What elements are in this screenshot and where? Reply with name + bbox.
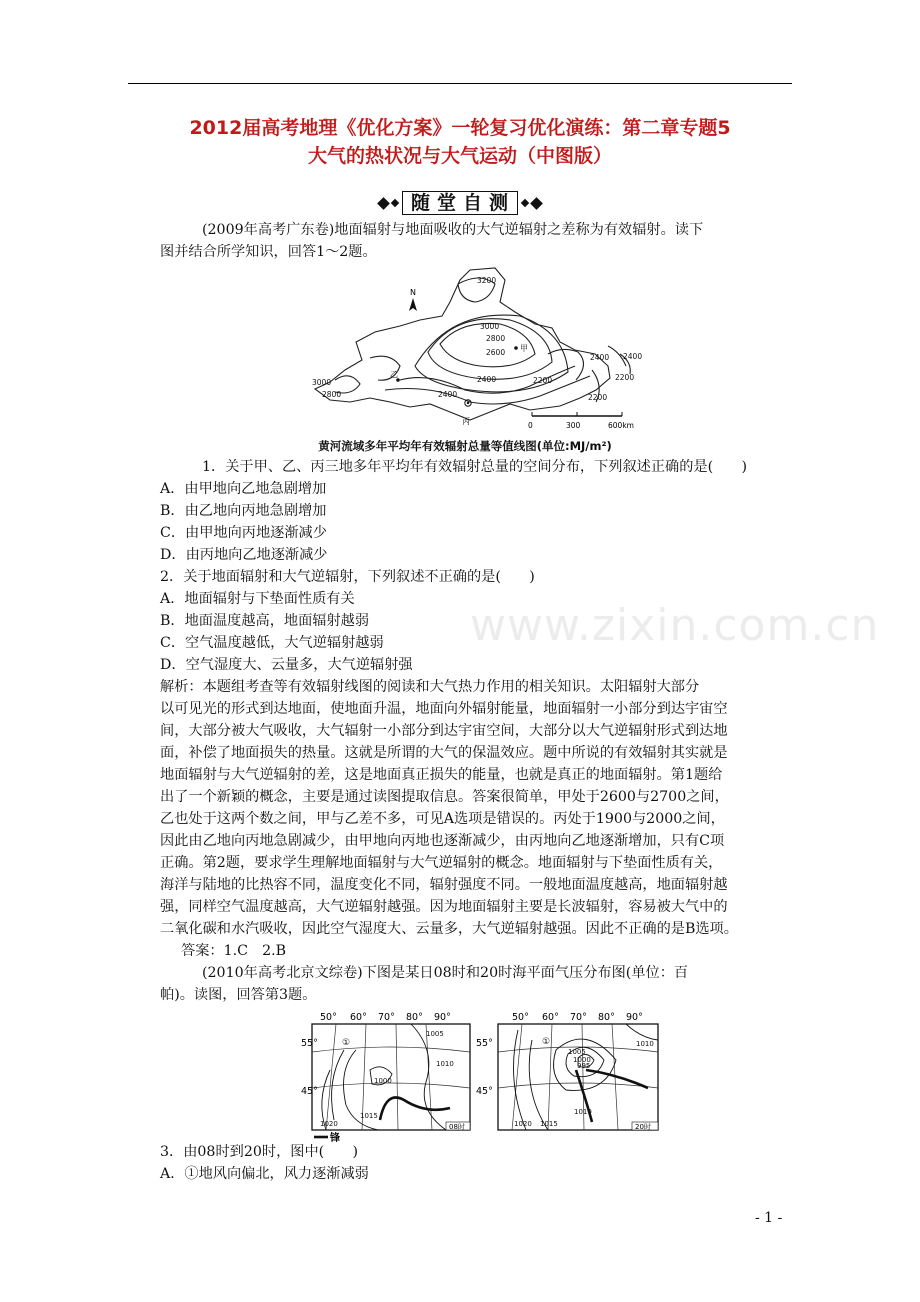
answer-line: 答案：1.C 2.B	[181, 943, 287, 959]
isobar-label: 1005	[426, 1030, 444, 1038]
section-banner	[344, 190, 576, 216]
question-line: 3．由08时到20时，图中( )	[160, 1144, 359, 1160]
lon-label: 50°	[512, 1012, 529, 1023]
analysis-line: 间，大部分被大气吸收，大气辐射一小部分到达宇宙空间，大部分以大气逆辐射形式到达地	[160, 723, 728, 739]
isobar-label: 1020	[514, 1120, 532, 1128]
analysis-line: 面，补偿了地面损失的热量。这就是所谓的大气的保温效应。题中所说的有效辐射其实就是	[160, 745, 728, 761]
page-number: - 1 -	[755, 1210, 783, 1226]
title-line-1: 2012届高考地理《优化方案》一轮复习优化演练：第二章专题5	[189, 117, 731, 139]
isobar-label: 1015	[360, 1112, 378, 1120]
scale-label: 0	[528, 421, 533, 430]
lon-label: 70°	[378, 1012, 395, 1023]
title-line-2: 大气的热状况与大气运动（中图版）	[307, 145, 612, 167]
option-line: D．由丙地向乙地逐渐减少	[160, 547, 328, 563]
lat-label: 45°	[476, 1086, 493, 1097]
scale-bar	[528, 412, 634, 430]
intro-2-line: 帕)。读图，回答第3题。	[160, 987, 317, 1003]
pressure-map-08h	[301, 1012, 470, 1131]
lon-label: 80°	[406, 1012, 423, 1023]
isobar-label: 1010	[436, 1060, 454, 1068]
contour-label: 2400	[477, 375, 497, 384]
analysis-line: 以可见光的形式到达地面，使地面升温，地面向外辐射能量，地面辐射一小部分到达宇宙空	[160, 701, 728, 717]
contour-label: 2200	[615, 373, 635, 382]
lon-label: 60°	[350, 1012, 367, 1023]
north-arrow	[409, 288, 417, 311]
lon-label: 90°	[626, 1012, 643, 1023]
diamond-icon	[377, 197, 390, 210]
scale-label: 300	[566, 421, 581, 430]
contour-label: 2400	[438, 390, 458, 399]
option-line: C．空气温度越低，大气逆辐射越弱	[160, 635, 384, 651]
lat-label: 55°	[476, 1038, 493, 1049]
analysis-line: 因此由乙地向丙地急剧减少，由甲地向丙地也逐渐减少，由丙地向乙地逐渐增加，只有C项	[160, 833, 725, 849]
contour-label: 2200	[588, 393, 608, 402]
lon-label: 70°	[570, 1012, 587, 1023]
contour-label: 3000	[312, 378, 332, 387]
option-line: A．地面辐射与下垫面性质有关	[160, 591, 355, 607]
lat-label: 55°	[301, 1038, 318, 1049]
option-line: B．由乙地向丙地急剧增加	[160, 503, 327, 519]
contour-label: 2800	[322, 390, 342, 399]
north-label: N	[410, 288, 416, 297]
legend-label: 锋	[330, 1133, 340, 1142]
watermark: www.zixin.com.cn	[470, 600, 880, 651]
place-label: 丙	[462, 417, 470, 426]
lat-label: 45°	[301, 1086, 318, 1097]
lon-label: 50°	[320, 1012, 337, 1023]
lon-label: 90°	[434, 1012, 451, 1023]
yellow-river-isoline-map	[290, 262, 650, 438]
time-label: 08时	[449, 1123, 465, 1131]
sea-level-pressure-maps	[286, 1010, 666, 1142]
isobar-label: 1010	[574, 1108, 592, 1116]
isobar-label: 995	[577, 1062, 591, 1070]
place-label: 乙	[390, 370, 398, 379]
pressure-map-20h	[476, 1012, 658, 1131]
contour-label: 2600	[486, 348, 506, 357]
point-label: ①	[342, 1038, 351, 1048]
place-label: 甲	[520, 344, 528, 353]
isobar-label: 1015	[540, 1120, 558, 1128]
option-line: A．①地风向偏北，风力逐渐减弱	[160, 1166, 369, 1182]
option-line: C．由甲地向丙地逐渐减少	[160, 525, 327, 541]
isobar-label: 1010	[636, 1040, 654, 1048]
analysis-line: 强，同样空气温度越高，大气逆辐射越强。因为地面辐射主要是长波辐射，容易被大气中的	[160, 899, 728, 915]
lon-label: 60°	[542, 1012, 559, 1023]
contour-label: 3000	[480, 322, 500, 331]
intro-1-line: 图并结合所学知识，回答1～2题。	[160, 244, 377, 260]
lon-label: 80°	[598, 1012, 615, 1023]
analysis-line: 二氧化碳和水汽吸收，因此空气湿度大、云量多，大气逆辐射越强。因此不正确的是B选项。	[160, 921, 738, 937]
diamond-icon	[521, 199, 529, 207]
analysis-line: 地面辐射与大气逆辐射的差，这是地面真正损失的能量，也就是真正的地面辐射。第1题给	[160, 767, 723, 783]
isobar-label: 1000	[573, 1056, 591, 1064]
analysis-line: 乙也处于这两个数之间，甲与乙差不多，可见A选项是错误的。丙处于1900与2000之间，	[160, 811, 725, 827]
contour-label: 2400	[590, 353, 610, 362]
contour-label: 2400	[623, 352, 643, 361]
diamond-icon	[391, 199, 399, 207]
contour-label: 3200	[477, 276, 497, 285]
isobar-label: 1005	[568, 1048, 586, 1056]
section-banner-label: 随堂自测	[402, 191, 518, 215]
isobar-label: 1020	[320, 1120, 338, 1128]
option-line: B．地面温度越高，地面辐射越弱	[160, 613, 370, 629]
intro-2-line: (2010年高考北京文综卷)下图是某日08时和20时海平面气压分布图(单位：百	[202, 965, 689, 981]
analysis-line: 出了一个新颖的概念，主要是通过读图提取信息。答案很简单，甲处于2600与2700之间，	[160, 789, 729, 805]
analysis-line: 正确。第2题，要求学生理解地面辐射与大气逆辐射的概念。地面辐射与下垫面性质有关，	[160, 855, 723, 871]
scale-label: 600km	[608, 421, 634, 430]
analysis-line: 解析：本题组考查等有效辐射线图的阅读和大气热力作用的相关知识。太阳辐射大部分	[160, 679, 700, 695]
diamond-icon	[530, 197, 543, 210]
point-label: ①	[542, 1037, 551, 1047]
intro-1-line: (2009年高考广东卷)地面辐射与地面吸收的大气逆辐射之差称为有效辐射。读下	[202, 222, 704, 238]
contour-label: 2800	[486, 334, 506, 343]
header-rule	[128, 83, 792, 84]
basin-outline	[315, 268, 610, 420]
isobar-label: 1000	[374, 1077, 392, 1085]
figure-1-caption: 黄河流域多年平均年有效辐射总量等值线图(单位:MJ/m²)	[318, 439, 612, 453]
contour-label: 2200	[533, 376, 553, 385]
option-line: A．由甲地向乙地急剧增加	[160, 481, 327, 497]
time-label: 20时	[635, 1123, 651, 1131]
question-line: 1．关于甲、乙、丙三地多年平均年有效辐射总量的空间分布，下列叙述正确的是( )	[202, 459, 748, 475]
question-line: 2．关于地面辐射和大气逆辐射，下列叙述不正确的是( )	[160, 569, 535, 585]
analysis-line: 海洋与陆地的比热容不同，温度变化不同，辐射强度不同。一般地面温度越高，地面辐射越	[160, 877, 728, 893]
option-line: D．空气湿度大、云量多，大气逆辐射强	[160, 657, 413, 673]
